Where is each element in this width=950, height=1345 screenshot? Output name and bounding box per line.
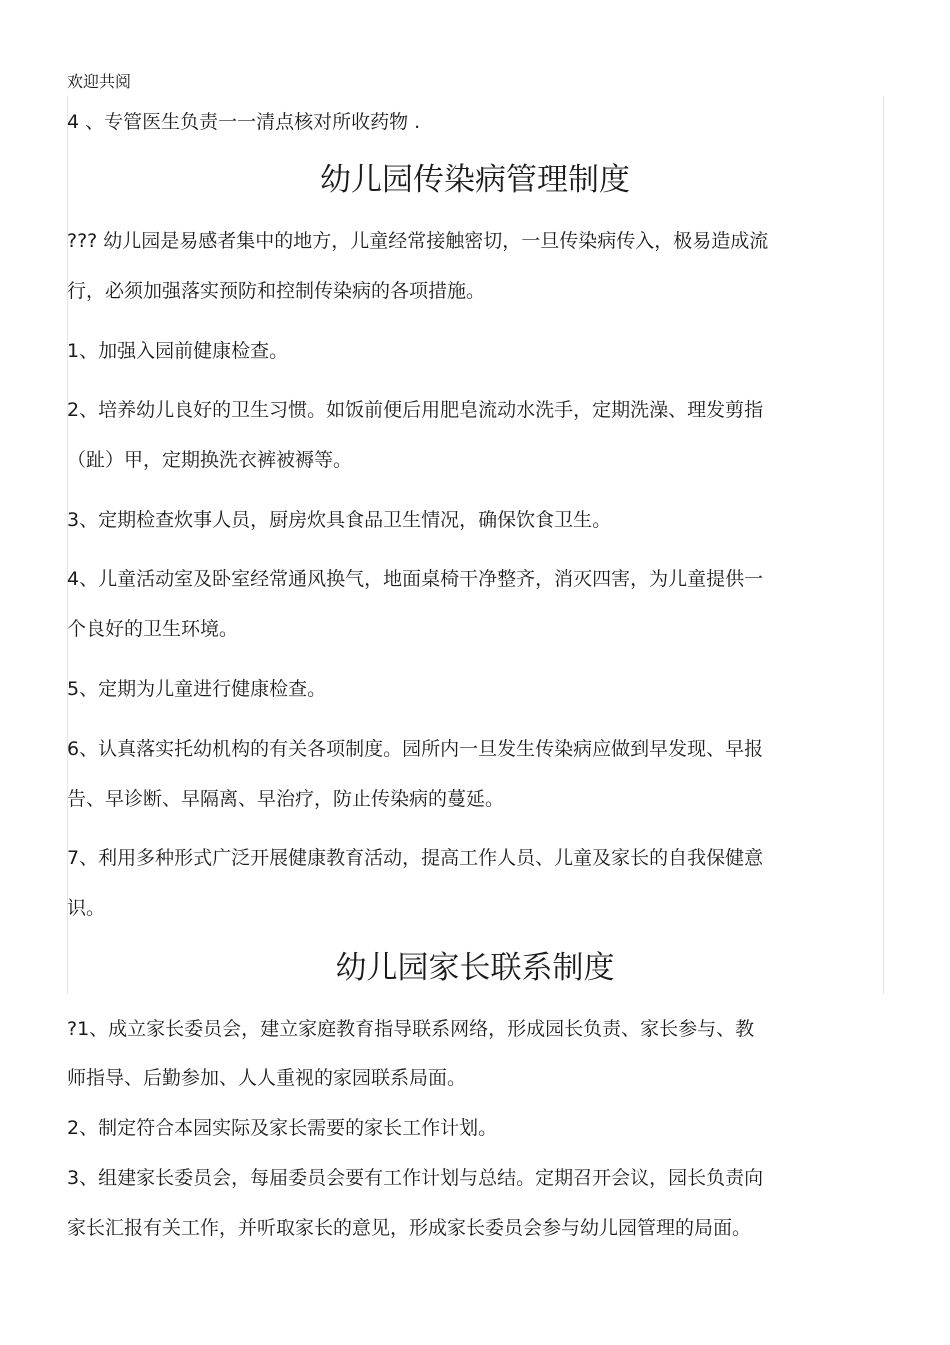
previous-list-item: 4 、专管医生负责一一清点核对所收药物 . — [67, 111, 421, 133]
list-item-4-line-1: 4、儿童活动室及卧室经常通风换气，地面桌椅干净整齐，消灭四害，为儿童提供一 — [67, 568, 764, 590]
list-item-2-line-1: 2、培养幼儿良好的卫生习惯。如饭前便后用肥皂流动水洗手，定期洗澡、理发剪指 — [67, 399, 764, 421]
list-item-6-line-1: 6、认真落实托幼机构的有关各项制度。园所内一旦发生传染病应做到早发现、早报 — [67, 738, 764, 760]
header-note: 欢迎共阅 — [67, 72, 132, 91]
parent-item-1-line-1: ?1、成立家长委员会，建立家庭教育指导联系网络，形成园长负责、家长参与、教 — [67, 1018, 755, 1040]
list-item-1-line-1: 1、加强入园前健康检查。 — [67, 340, 289, 362]
list-item-7-line-1: 7、利用多种形式广泛开展健康教育活动，提高工作人员、儿童及家长的自我保健意 — [67, 847, 764, 869]
page-frame-right-line — [883, 96, 884, 994]
intro-paragraph-line-2: 行，必须加强落实预防和控制传染病的各项措施。 — [67, 280, 486, 302]
parent-item-2-line-1: 2、制定符合本园实际及家长需要的家长工作计划。 — [67, 1117, 498, 1139]
list-item-3-line-1: 3、定期检查炊事人员，厨房炊具食品卫生情况，确保饮食卫生。 — [67, 509, 612, 531]
parent-item-3-line-1: 3、组建家长委员会，每届委员会要有工作计划与总结。定期召开会议，园长负责向 — [67, 1167, 764, 1189]
section-title-parent-contact: 幼儿园家长联系制度 — [335, 950, 615, 986]
list-item-4-line-2: 个良好的卫生环境。 — [67, 618, 239, 640]
parent-item-3-line-2: 家长汇报有关工作，并听取家长的意见，形成家长委员会参与幼儿园管理的局面。 — [67, 1217, 752, 1239]
parent-item-1-line-2: 师指导、后勤参加、人人重视的家园联系局面。 — [67, 1067, 467, 1089]
section-title-infectious-disease: 幼儿园传染病管理制度 — [320, 162, 630, 198]
intro-paragraph-line-1: ??? 幼儿园是易感者集中的地方，儿童经常接触密切，一旦传染病传入，极易造成流 — [67, 230, 769, 252]
list-item-5-line-1: 5、定期为儿童进行健康检查。 — [67, 678, 327, 700]
list-item-6-line-2: 告、早诊断、早隔离、早治疗，防止传染病的蔓延。 — [67, 788, 505, 810]
list-item-7-line-2: 识。 — [67, 897, 106, 919]
list-item-2-line-2: （趾）甲，定期换洗衣裤被褥等。 — [67, 449, 353, 471]
